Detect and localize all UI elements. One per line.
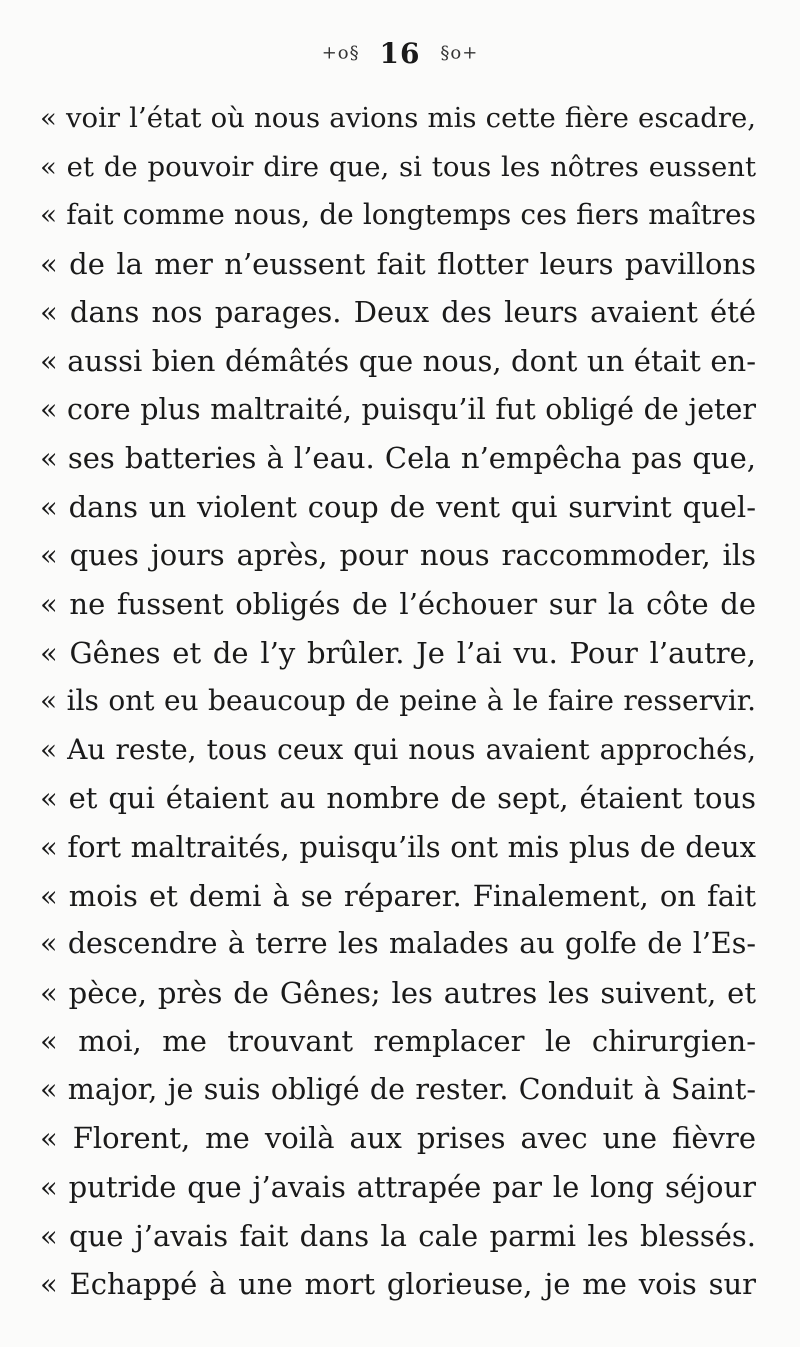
text-line: « ne fussent obligés de l’échouer sur la côte de: [40, 586, 756, 621]
text-line: « descendre à terre les malades au golfe de l’Es-: [40, 927, 756, 961]
text-line: « ils ont eu beaucoup de peine à le faire resservir.: [40, 684, 756, 718]
text-line: « fort maltraités, puisqu’ils ont mis plus de deux: [40, 829, 756, 864]
text-line: « aussi bien démâtés que nous, dont un était en-: [40, 343, 756, 378]
text-line: « fait comme nous, de longtemps ces fiers maîtres: [40, 198, 756, 232]
text-line: « et qui étaient au nombre de sept, étaient tous: [40, 781, 756, 816]
text-line: « major, je suis obligé de rester. Conduit à Saint-: [40, 1072, 756, 1106]
text-line: « ques jours après, pour nous raccommoder, ils: [40, 538, 756, 573]
text-line: « de la mer n’eussent fait flotter leurs pavillons: [40, 246, 756, 281]
page-number: 16: [379, 36, 421, 70]
text-line: « core plus maltraité, puisqu’il fut obligé de jeter: [40, 392, 756, 426]
text-line: « que j’avais fait dans la cale parmi les blessés.: [40, 1218, 756, 1253]
text-line: « mois et demi à se réparer. Finalement, on fait: [40, 878, 756, 913]
text-line: « dans un violent coup de vent qui survint quel-: [40, 489, 756, 524]
text-line: « pèce, près de Gênes; les autres les suivent, et: [40, 975, 756, 1010]
text-line: « Echappé à une mort glorieuse, je me vois sur: [40, 1267, 756, 1302]
text-line: « dans nos parages. Deux des leurs avaient été: [40, 295, 756, 330]
right-ornament-icon: §o+: [440, 42, 479, 64]
text-line: « moi, me trouvant remplacer le chirurgien-: [40, 1024, 756, 1059]
text-line: « et de pouvoir dire que, si tous les nôtres eussent: [40, 150, 756, 183]
text-line: « ses batteries à l’eau. Cela n’empêcha pas que,: [40, 441, 756, 476]
left-ornament-icon: +o§: [321, 42, 360, 64]
text-line: « Gênes et de l’y brûler. Je l’ai vu. Pour l’autre,: [40, 635, 756, 670]
text-line: « Florent, me voilà aux prises avec une fièvre: [40, 1121, 756, 1156]
body-text: [40, 94, 756, 1309]
text-line: « voir l’état où nous avions mis cette fière escadre,: [40, 102, 756, 134]
text-line: « putride que j’avais attrapée par le long séjour: [40, 1170, 756, 1205]
page-number-header: [0, 30, 800, 76]
text-line: « Au reste, tous ceux qui nous avaient approchés,: [40, 732, 756, 766]
